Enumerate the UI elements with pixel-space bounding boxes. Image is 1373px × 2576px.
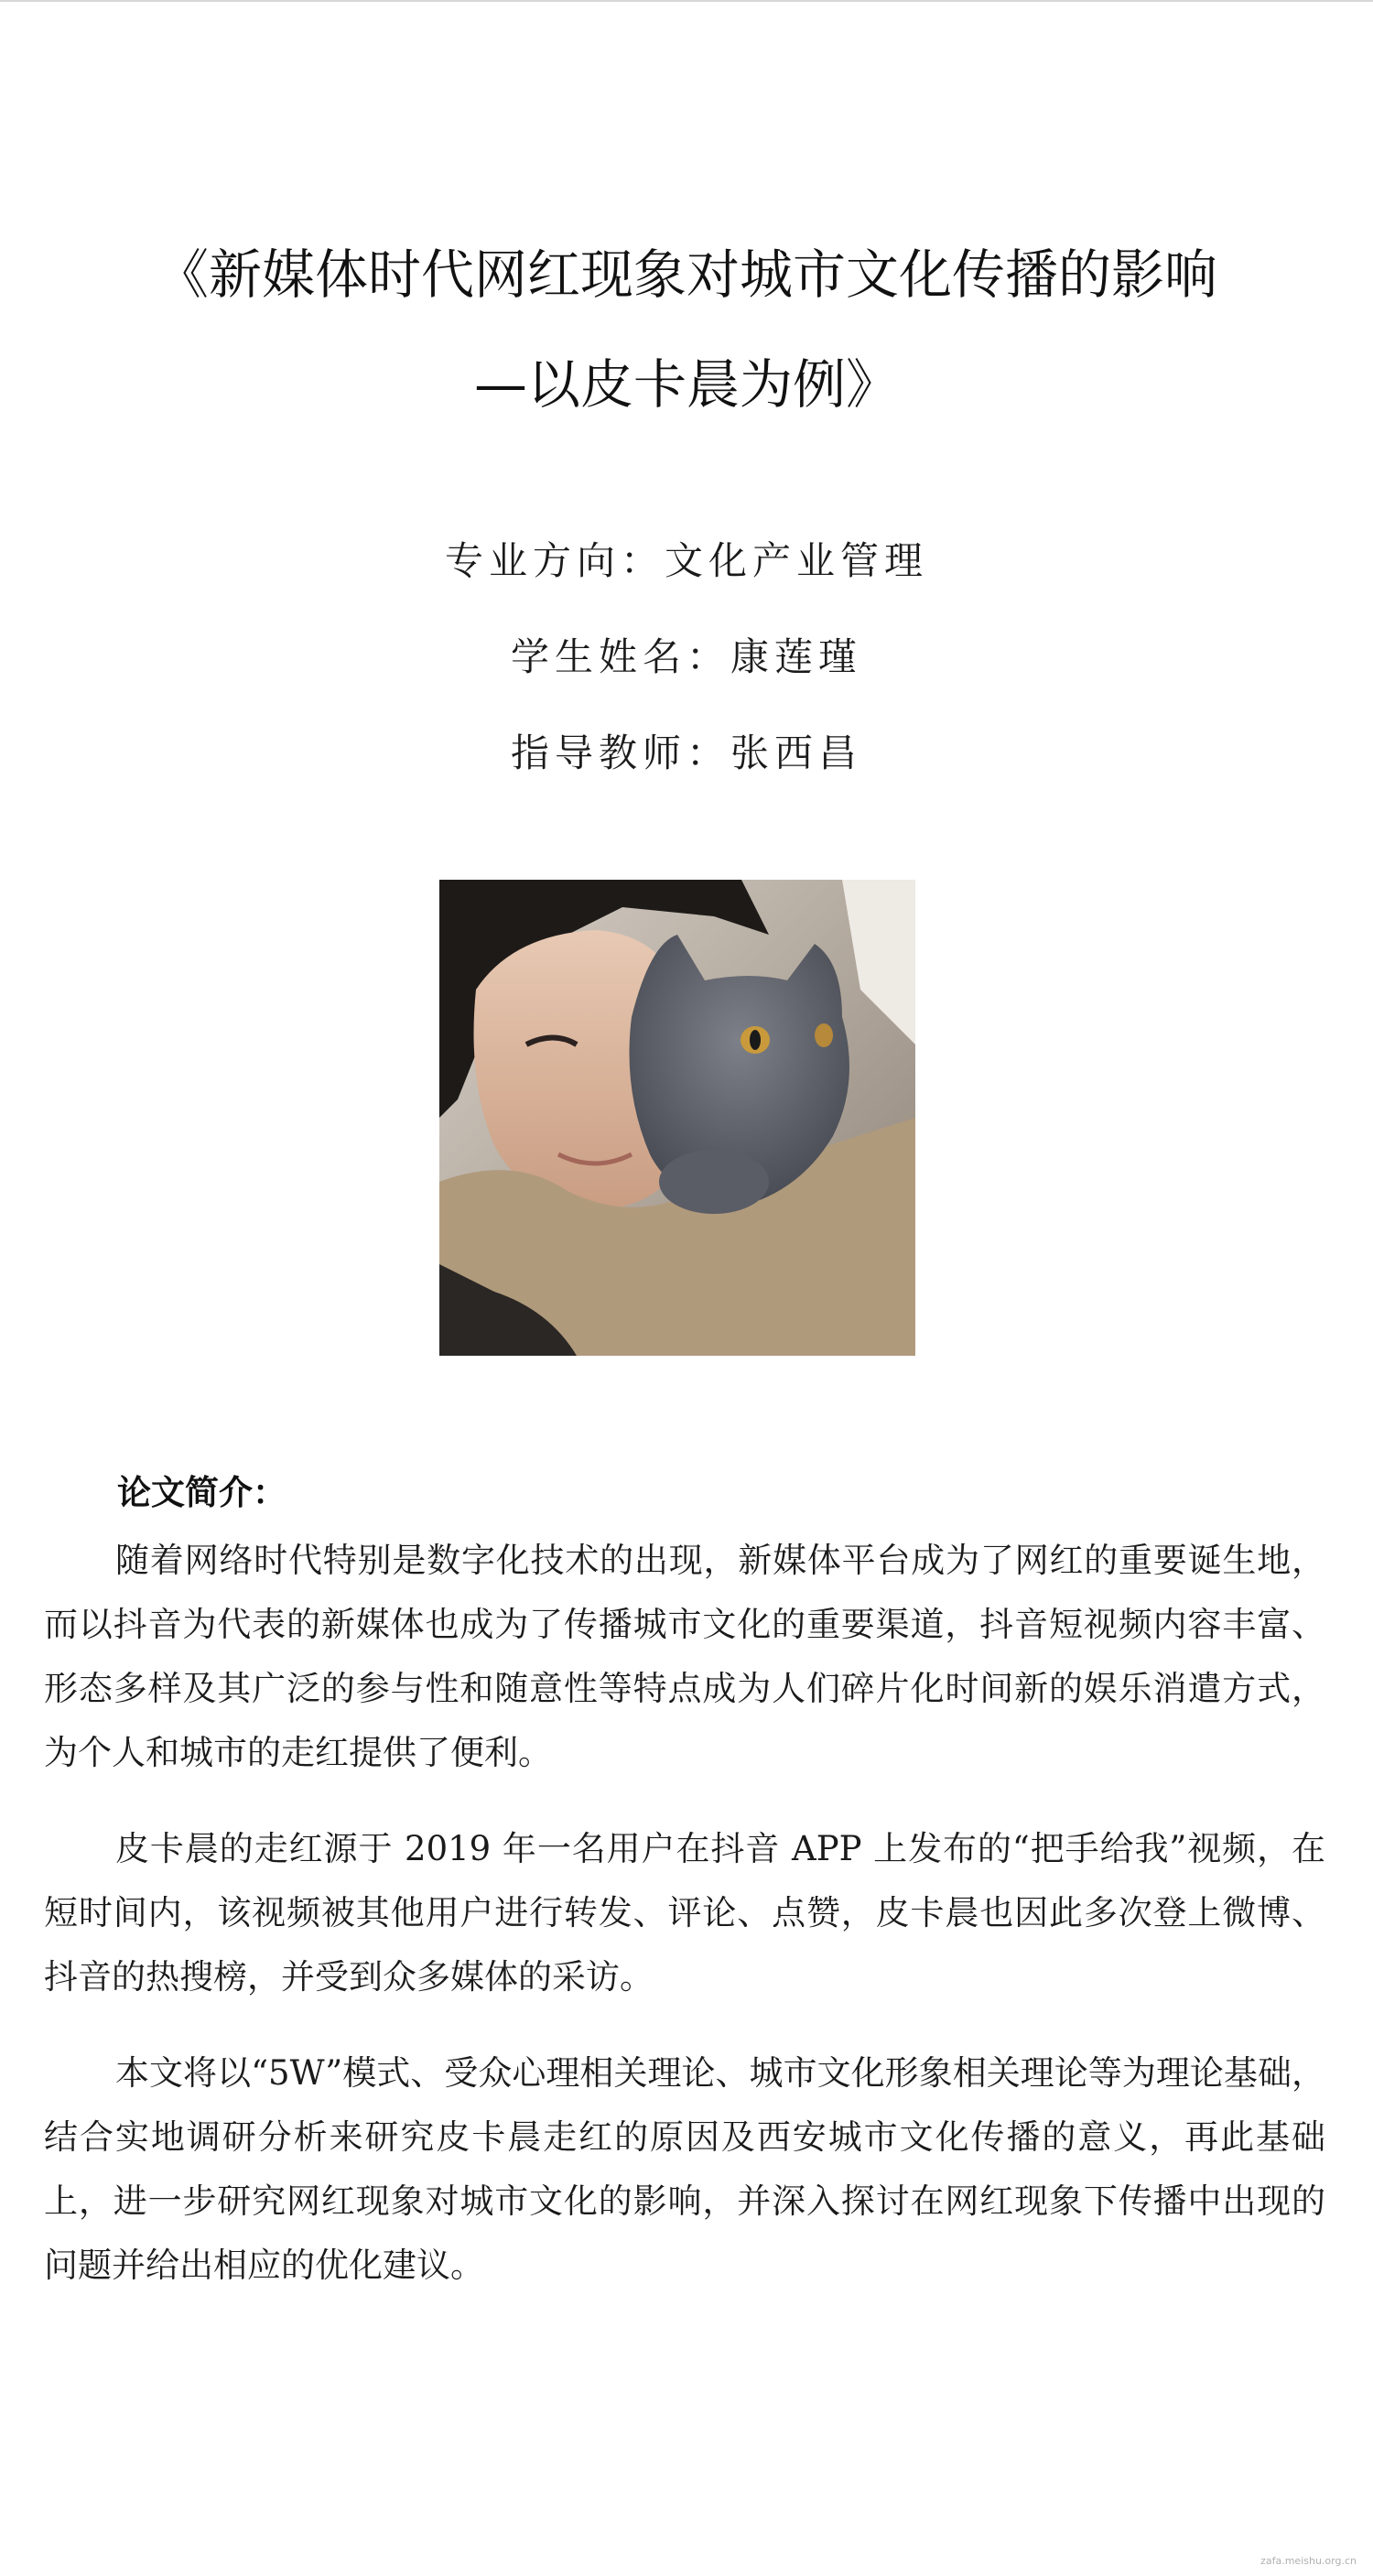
watermark-url: zafa.meishu.org.cn bbox=[1260, 2555, 1357, 2567]
abstract-heading: 论文简介： bbox=[117, 1473, 286, 1512]
portrait-with-cat-photo bbox=[439, 880, 915, 1356]
abstract-paragraph-3: 本文将以“5W”模式、受众心理相关理论、城市文化形象相关理论等为理论基础，结合实地调研分析来研究皮卡晨走红的原因及西安城市文化传播的意义，再此基础上，进一步研究网红现象对城市文化的影响，并深入探讨在网红现象下传播中出现的问题并给出相应的优化建议。 bbox=[44, 2053, 1325, 2285]
thesis-title-line-1: 《新媒体时代网红现象对城市文化传播的影响 bbox=[155, 244, 1217, 306]
thesis-title bbox=[0, 220, 1373, 439]
abstract-paragraph-1: 随着网络时代特别是数字化技术的出现，新媒体平台成为了网红的重要诞生地，而以抖音为代表的新媒体也成为了传播城市文化的重要渠道，抖音短视频内容丰富、形态多样及其广泛的参与性和随意性等特点成为人们碎片化时间新的娱乐消遣方式，为个人和城市的走红提供了便利。 bbox=[44, 1541, 1325, 1772]
thesis-title-line-2: —以皮卡晨为例》 bbox=[473, 353, 899, 416]
abstract-paragraph-2: 皮卡晨的走红源于 2019 年一名用户在抖音 APP 上发布的“把手给我”视频，在短时间内，该视频被其他用户进行转发、评论、点赞，皮卡晨也因此多次登上微博、抖音的热搜榜，并受到众多媒体的采访。 bbox=[44, 1829, 1325, 1997]
major-field: 专业方向：文化产业管理 bbox=[444, 538, 928, 583]
advisor-name: 指导教师：张西昌 bbox=[510, 731, 862, 775]
page-top-border bbox=[0, 0, 1373, 2]
student-name: 学生姓名：康莲瑾 bbox=[510, 634, 862, 679]
site-watermark bbox=[1260, 2555, 1357, 2567]
